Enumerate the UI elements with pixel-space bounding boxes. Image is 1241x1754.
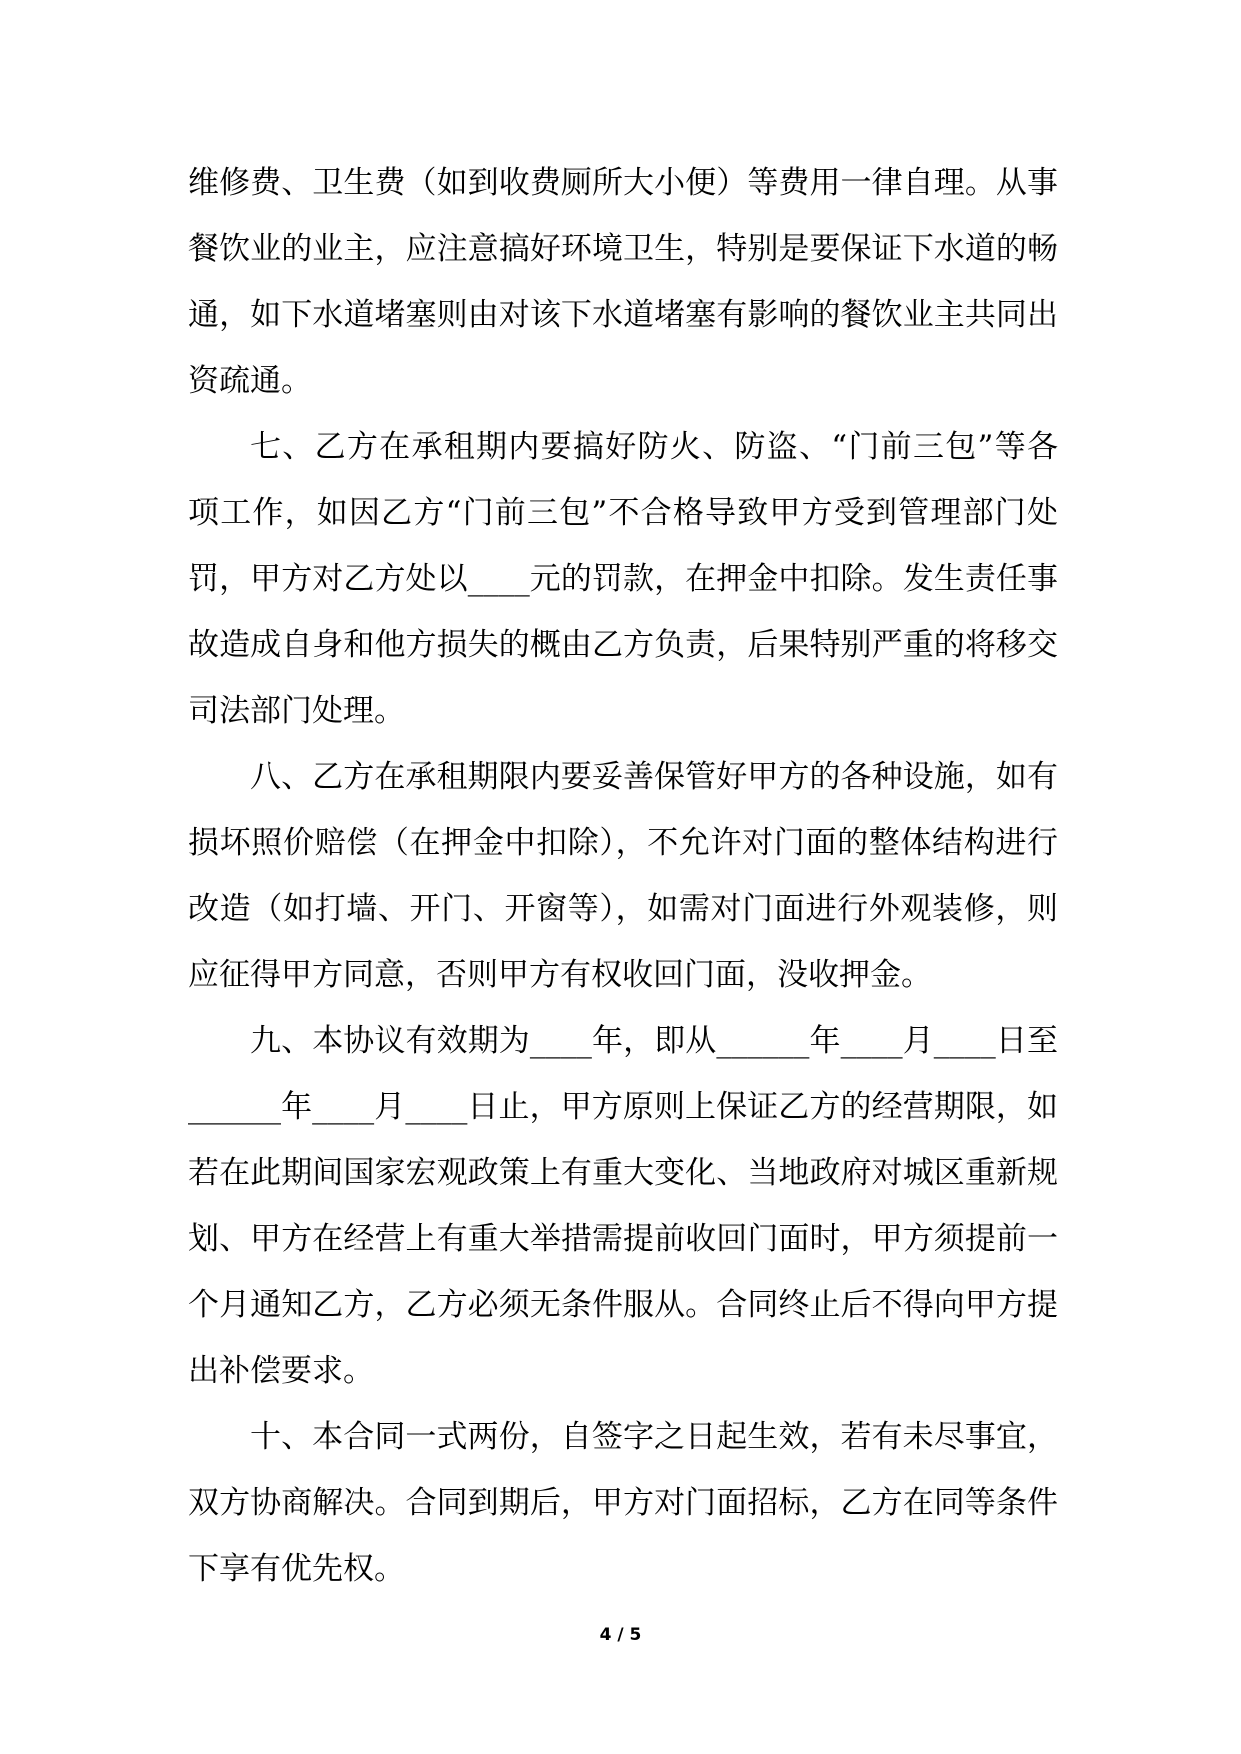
text-line: ______年____月____日止，甲方原则上保证乙方的经营期限，如 xyxy=(188,1089,1058,1125)
clause-9-line: 九、本协议有效期为____年，即从______年____月____日至 xyxy=(250,1023,1058,1059)
contract-body xyxy=(188,150,1058,1602)
text-line: 改造（如打墙、开门、开窗等），如需对门面进行外观装修，则 xyxy=(188,891,1058,927)
clause-7-line: 七、乙方在承租期内要搞好防火、防盗、“门前三包”等各 xyxy=(250,429,1058,465)
clause-10-line: 十、本合同一式两份，自签字之日起生效，若有未尽事宜， xyxy=(250,1419,1058,1455)
text-line: 故造成自身和他方损失的概由乙方负责，后果特别严重的将移交 xyxy=(188,627,1058,663)
text-line: 餐饮业的业主，应注意搞好环境卫生，特别是要保证下水道的畅 xyxy=(188,231,1058,267)
text-line: 应征得甲方同意，否则甲方有权收回门面，没收押金。 xyxy=(188,957,932,993)
text-line: 个月通知乙方，乙方必须无条件服从。合同终止后不得向甲方提 xyxy=(188,1287,1058,1323)
text-line: 通，如下水道堵塞则由对该下水道堵塞有影响的餐饮业主共同出 xyxy=(188,297,1058,333)
text-line: 维修费、卫生费（如到收费厕所大小便）等费用一律自理。从事 xyxy=(188,165,1058,201)
text-line: 划、甲方在经营上有重大举措需提前收回门面时，甲方须提前一 xyxy=(188,1221,1058,1257)
clause-8-line: 八、乙方在承租期限内要妥善保管好甲方的各种设施，如有 xyxy=(250,759,1058,795)
text-line: 资疏通。 xyxy=(188,363,312,399)
page-number: 4 / 5 xyxy=(599,1625,642,1645)
text-line: 双方协商解决。合同到期后，甲方对门面招标，乙方在同等条件 xyxy=(188,1485,1058,1521)
text-line: 司法部门处理。 xyxy=(188,693,405,729)
text-line: 损坏照价赔偿（在押金中扣除），不允许对门面的整体结构进行 xyxy=(188,825,1058,861)
text-line: 下享有优先权。 xyxy=(188,1551,405,1587)
text-line: 项工作，如因乙方“门前三包”不合格导致甲方受到管理部门处 xyxy=(188,495,1058,531)
text-line: 罚，甲方对乙方处以____元的罚款，在押金中扣除。发生责任事 xyxy=(188,561,1058,597)
text-line: 若在此期间国家宏观政策上有重大变化、当地政府对城区重新规 xyxy=(188,1155,1058,1191)
text-line: 出补偿要求。 xyxy=(188,1353,374,1389)
